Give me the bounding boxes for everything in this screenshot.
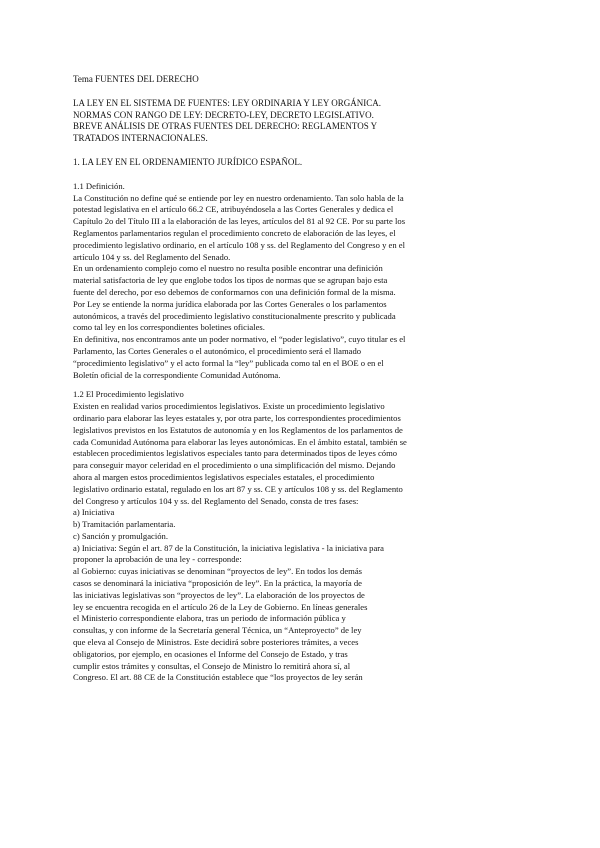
list-item: c) Sanción y promulgación.	[73, 530, 168, 541]
list-item: b) Tramitación parlamentaria.	[73, 519, 176, 530]
text-line: “procedimiento legislativo” y el acto formal la “ley” publicada como tal en el BOE o en el	[73, 357, 384, 368]
text-line: casos se denominará la iniciativa “proposición de ley”. En la práctica, la mayoría de	[73, 578, 362, 589]
subsection-heading: 1.1 Definición.	[73, 180, 125, 191]
text-line: legislativo ordinario estatal, regulado en los art 87 y ss. CE y artículos 108 y ss. del Reglamento	[73, 483, 403, 494]
text-line: procedimiento legislativo ordinario, en el artículo 108 y ss. del Reglamento del Congreso y en el	[73, 239, 405, 250]
paragraph-procedure	[73, 401, 543, 684]
text-line: potestad legislativa en el artículo 66.2 CE, atribuyéndosela a las Cortes Generales y dedica el	[73, 204, 394, 215]
text-line: Por Ley se entiende la norma jurídica elaborada por las Cortes Generales o los parlamentos	[73, 298, 387, 309]
text-line: ley se encuentra recogida en el artículo 26 de la Ley de Gobierno. En líneas generales	[73, 601, 368, 612]
title-block	[73, 98, 543, 145]
text-line: Reglamentos parlamentarios regulan el procedimiento concreto de elaboración de las leyes, el	[73, 227, 396, 238]
title-line: TRATADOS INTERNACIONALES.	[73, 133, 208, 144]
text-line: a) Iniciativa: Según el art. 87 de la Constitución, la iniciativa legislativa - la iniciativa para	[73, 542, 384, 553]
text-line: En un ordenamiento complejo como el nuestro no resulta posible encontrar una definición	[73, 263, 383, 274]
text-line: Boletín oficial de la correspondiente Comunidad Autónoma.	[73, 369, 281, 380]
subsection-heading: 1.2 El Procedimiento legislativo	[73, 389, 184, 400]
text-line: Parlamento, las Cortes Generales o el autonómico, el procedimiento será el llamado	[73, 345, 362, 356]
text-line: cumplir estos trámites y consultas, el Consejo de Ministro lo remitirá ahora sí, al	[73, 660, 351, 671]
text-line: artículo 104 y ss. del Reglamento del Senado.	[73, 251, 231, 262]
text-line: material satisfactoria de ley que englobe todos los tipos de normas que se agrupan bajo esta	[73, 275, 388, 286]
text-line: fuente del derecho, por eso debemos de conformarnos con una definición formal de la misma.	[73, 286, 396, 297]
text-line: En definitiva, nos encontramos ante un poder normativo, el “poder legislativo”, cuyo titular es el	[73, 334, 406, 345]
text-line: legislativos previstos en los Estatutos de autonomía y en los Reglamentos de los parlamentos de	[73, 424, 403, 435]
text-line: como tal ley en los correspondientes boletines oficiales.	[73, 322, 265, 333]
text-line: cada Comunidad Autónoma para elaborar las leyes autonómicas. En el ámbito estatal, también se	[73, 436, 407, 447]
document-body	[73, 74, 543, 684]
title-line: BREVE ANÁLISIS DE OTRAS FUENTES DEL DERECHO: REGLAMENTOS Y	[73, 121, 378, 132]
text-line: autonómicos, a través del procedimiento legislativo constitucionalmente prescrito y publicada	[73, 310, 396, 321]
text-line: establecen procedimientos legislativos especiales tanto para determinados tipos de leyes cómo	[73, 448, 398, 459]
paragraph-definition	[73, 193, 543, 382]
text-line: al Gobierno: cuyas iniciativas se denominan “proyectos de ley”. En todos los demás	[73, 566, 363, 577]
text-line: para conseguir mayor celeridad en el procedimiento o una simplificación del mismo. Dejando	[73, 460, 396, 471]
text-line: que eleva al Consejo de Ministros. Este decidirá sobre posteriores trámites, a veces	[73, 637, 359, 648]
text-line: las iniciativas legislativas son “proyectos de ley”. La elaboración de los proyectos de	[73, 589, 365, 600]
text-line: del Congreso y artículos 104 y ss. del Reglamento del Senado, consta de tres fases:	[73, 495, 359, 506]
text-line: ahora al margen estos procedimientos legislativos especiales estatales, el procedimiento	[73, 471, 375, 482]
text-line: Existen en realidad varios procedimientos legislativos. Existe un procedimiento legislativo	[73, 401, 385, 412]
text-line: consultas, y con informe de la Secretaría general Técnica, un “Anteproyecto” de ley	[73, 625, 362, 636]
text-line: obligatorios, por ejemplo, en ocasiones el Informe del Consejo de Estado, y tras	[73, 648, 348, 659]
text-line: ordinario para elaborar las leyes estatales y, por otra parte, los correspondientes procedimientos	[73, 412, 401, 423]
title-line: LA LEY EN EL SISTEMA DE FUENTES: LEY ORDINARIA Y LEY ORGÁNICA.	[73, 97, 381, 108]
title-line: NORMAS CON RANGO DE LEY: DECRETO-LEY, DECRETO LEGISLATIVO.	[73, 109, 374, 120]
text-line: Capítulo 2o del Título III a la elaboración de las leyes, artículos del 81 al 92 CE. Por su parte los	[73, 216, 406, 227]
text-line: el Ministerio correspondiente elabora, tras un periodo de información pública y	[73, 613, 346, 624]
topic-heading: Tema FUENTES DEL DERECHO	[73, 74, 199, 84]
text-line: Congreso. El art. 88 CE de la Constitución establece que “los proyectos de ley serán	[73, 672, 363, 683]
text-line: La Constitución no define qué se entiende por ley en nuestro ordenamiento. Tan solo habla de la	[73, 192, 404, 203]
list-item: a) Iniciativa	[73, 507, 115, 518]
section-heading: 1. LA LEY EN EL ORDENAMIENTO JURÍDICO ESPAÑOL.	[73, 156, 303, 167]
text-line: proponer la aprobación de una ley - corresponde:	[73, 554, 242, 565]
